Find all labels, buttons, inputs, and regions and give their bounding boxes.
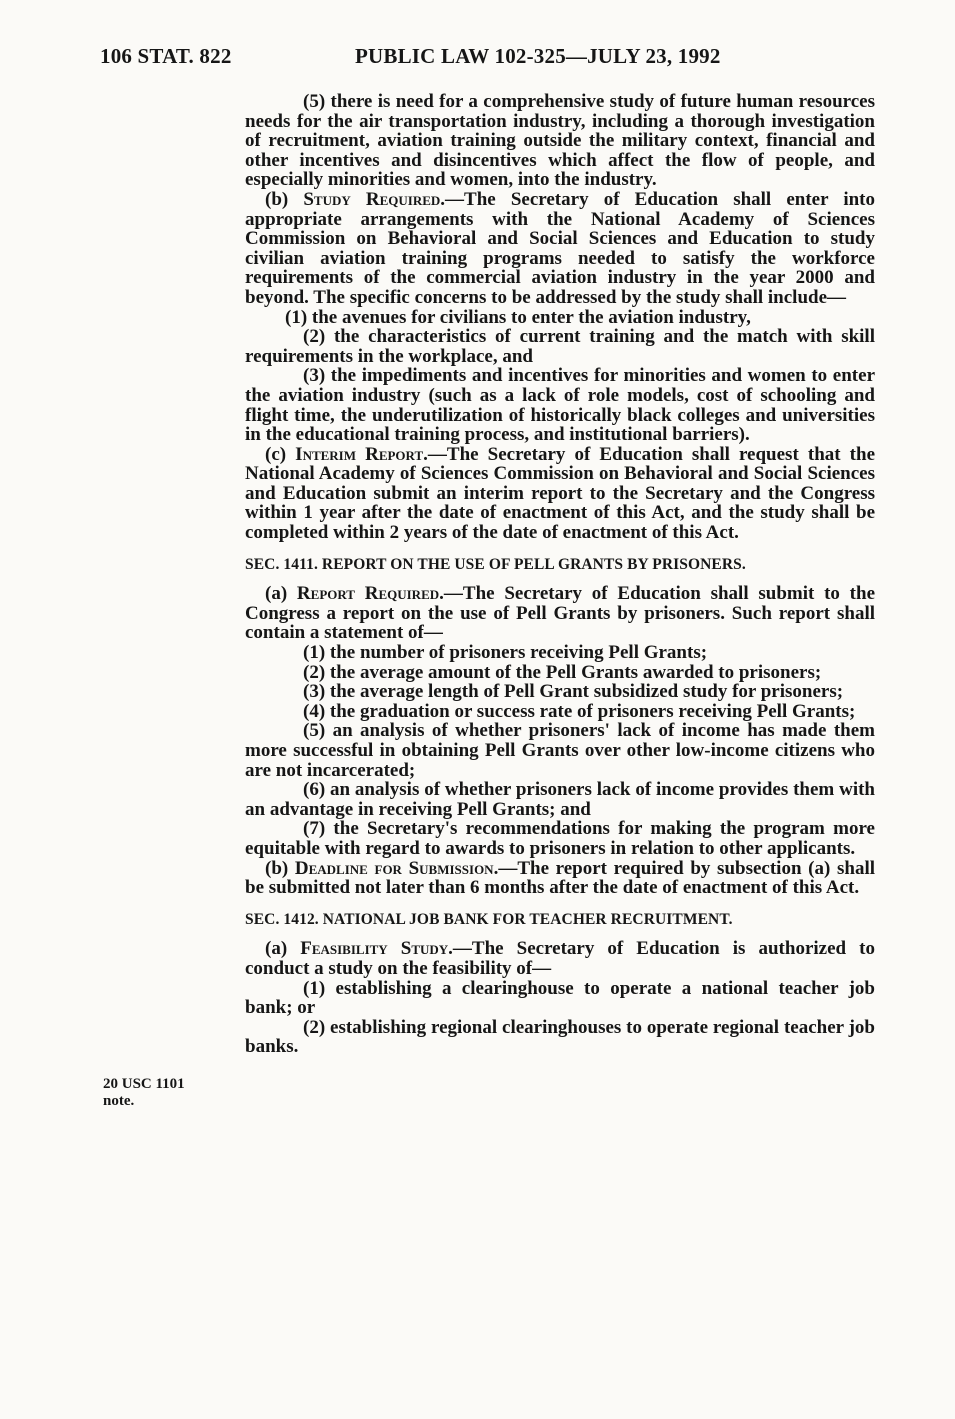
list-item: (3) the impediments and incentives for minorities and women to enter the aviation industry (such as a lack of role models, cost of schooling and flight time, the underutilization of historically black colleges and universities in the educational training process, and institutional barriers). [245, 365, 875, 446]
subsection-label: (a) [265, 583, 297, 605]
subsection-heading: Study Required. [303, 188, 446, 210]
list-item: (1) the number of prisoners receiving Pell Grants; [303, 642, 708, 664]
section-1411-subsection-b [245, 859, 875, 898]
subsection-label: (b) [265, 188, 304, 210]
list-item: (6) an analysis of whether prisoners lack of income provides them with an advantage in receiving Pell Grants; and [245, 779, 875, 820]
subsection-c-interim-report [245, 445, 875, 543]
list-item: (2) the characteristics of current training and the match with skill requirements in the workplace, and [245, 326, 875, 367]
subsection-label: (b) [265, 857, 295, 879]
subsection-heading: Report Required. [296, 583, 444, 605]
margin-note-citation: 20 USC 1101 [103, 1076, 185, 1092]
list-item: (4) the graduation or success rate of prisoners receiving Pell Grants; [303, 700, 856, 722]
subsection-text: —The Secretary of Education shall request that the National Academy of Sciences Commission on Behavioral and Social Sciences and Education submit an interim report to the Secretary and the Congress within 1 year after the date of enactment of this Act, and the study shall be completed within 2 years of the date of enactment of this Act. [245, 443, 875, 544]
section-1411-heading: SEC. 1411. REPORT ON THE USE OF PELL GRANTS BY PRISONERS. [245, 555, 746, 573]
statute-body [245, 92, 875, 1057]
stat-page-number: 106 STAT. 822 [100, 44, 232, 68]
subsection-text: —The report required by subsection (a) shall be submitted not later than 6 months after the date of enactment of this Act. [245, 857, 876, 899]
section-1412-heading: SEC. 1412. NATIONAL JOB BANK FOR TEACHER RECRUITMENT. [245, 910, 733, 928]
list-item: (1) the avenues for civilians to enter the aviation industry, [285, 306, 751, 328]
list-item: (3) the average length of Pell Grant subsidized study for prisoners; [303, 681, 844, 703]
subsection-text: —The Secretary of Education shall submit to the Congress a report on the use of Pell Grants by prisoners. Such report shall contain a statement of— [245, 583, 876, 644]
subsection-heading: Feasibility Study. [300, 938, 453, 960]
subsection-text: —The Secretary of Education shall enter into appropriate arrangements with the National Academy of Sciences Commission on Behavioral and Social Sciences and Education to study civilian aviation training programs needed to satisfy the workforce requirements of the commercial aviation industry in the year 2000 and beyond. The specific concerns to be addressed by the study shall include— [245, 188, 875, 308]
subsection-heading: Interim Report. [295, 443, 428, 465]
subsection-heading: Deadline for Submission. [294, 857, 499, 879]
subsection-label: (a) [265, 938, 301, 960]
margin-note [103, 1076, 185, 1110]
subsection-text: —The Secretary of Education is authorized to conduct a study on the feasibility of— [245, 938, 875, 979]
list-item: (7) the Secretary's recommendations for making the program more equitable with regard to awards to prisoners in relation to other applicants. [245, 818, 875, 859]
list-item: (5) an analysis of whether prisoners' lack of income has made them more successful in obtaining Pell Grants over other low-income citizens who are not incarcerated; [245, 720, 875, 781]
section-1412-subsection-a [245, 939, 875, 978]
margin-note-label: note. [103, 1093, 135, 1109]
public-law-title: PUBLIC LAW 102-325—JULY 23, 1992 [355, 44, 721, 68]
paragraph-5: (5) there is need for a comprehensive study of future human resources needs for the air transportation industry, including a thorough investigation of recruitment, aviation training outside the military context, financial and other incentives and disincentives which affect the flow of people, and especially minorities and women, into the industry. [245, 91, 875, 191]
subsection-label: (c) [265, 443, 296, 465]
list-item: (2) establishing regional clearinghouses to operate regional teacher job banks. [245, 1016, 875, 1058]
list-item: (1) establishing a clearinghouse to operate a national teacher job bank; or [245, 977, 875, 1019]
list-item: (2) the average amount of the Pell Grants awarded to prisoners; [303, 661, 822, 683]
subsection-b-study-required [245, 190, 875, 308]
section-1411-subsection-a [245, 584, 875, 643]
